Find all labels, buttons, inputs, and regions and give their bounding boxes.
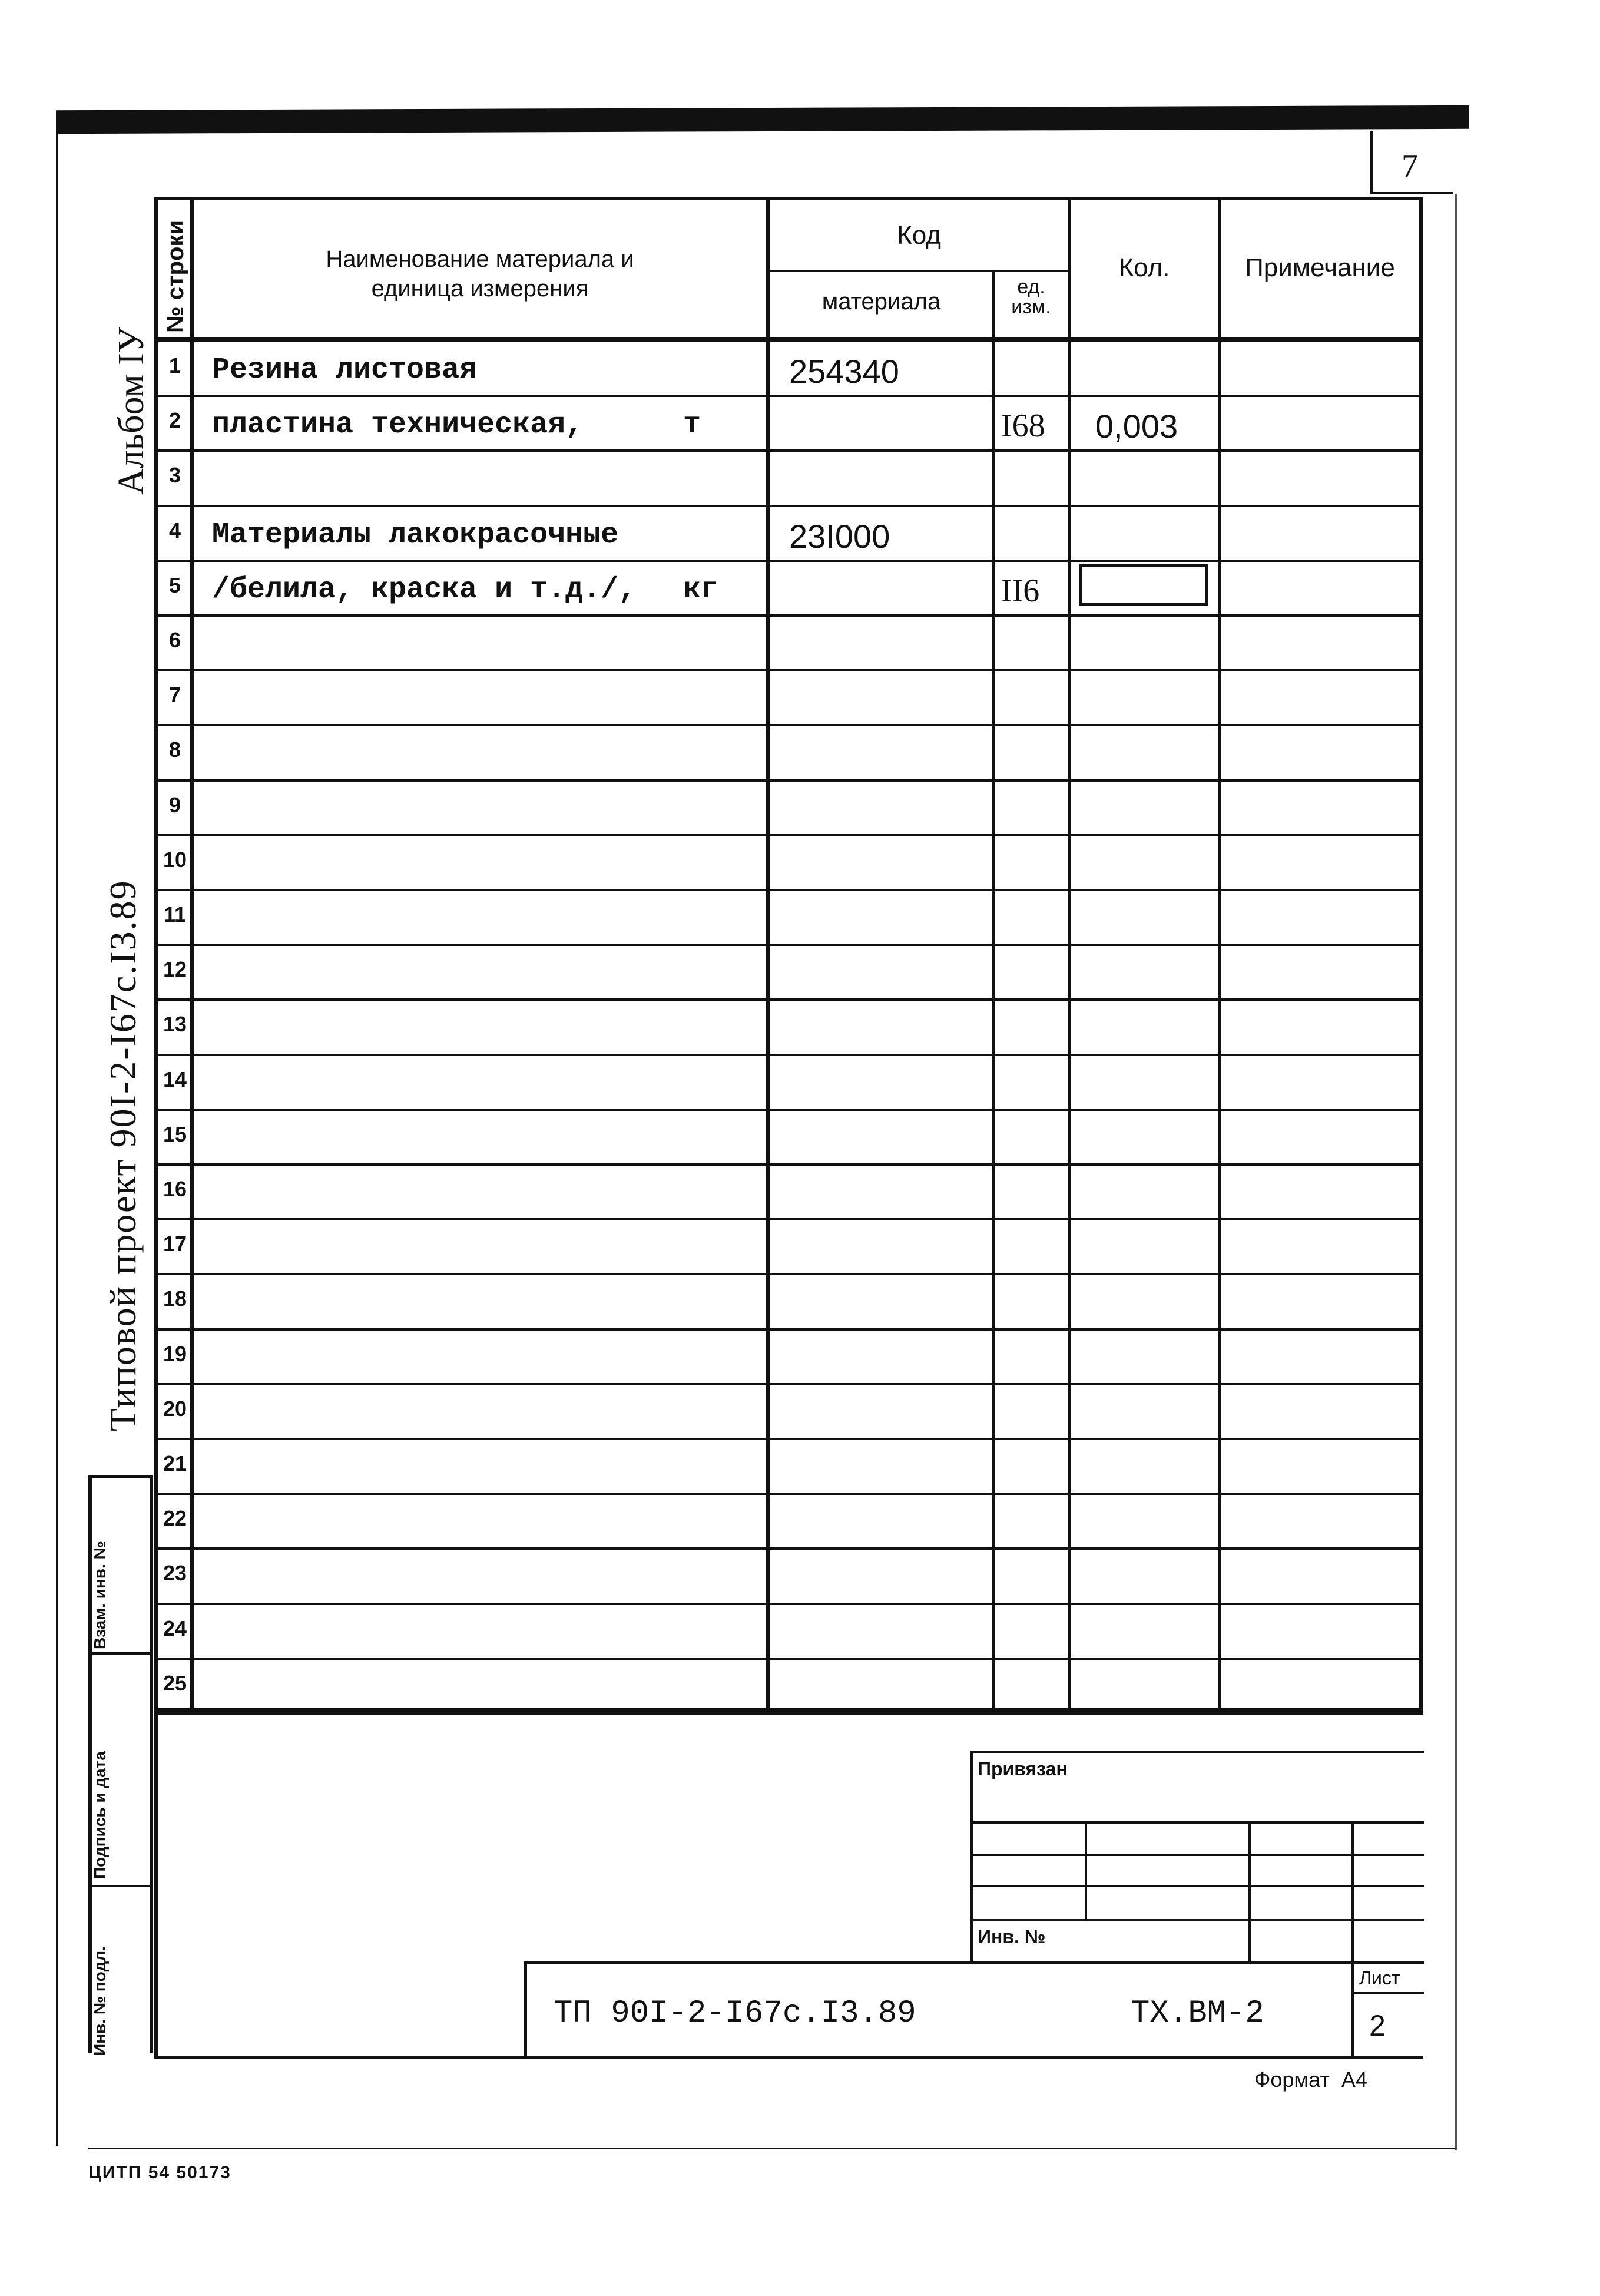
tb-top xyxy=(970,1751,1424,1753)
header-code: Код xyxy=(897,221,941,250)
stamp-top xyxy=(88,1475,152,1478)
doc-code: ТП 90I-2-I67с.I3.89 xyxy=(554,1996,916,2032)
tb-col-2 xyxy=(1248,1821,1251,1963)
stamp-field-replace-inv: Взам. инв. № xyxy=(91,1541,109,1649)
page-number: 7 xyxy=(1402,148,1418,184)
qty-empty-box xyxy=(1079,564,1208,606)
row-name: /белила, краска и т.д./, xyxy=(212,573,637,607)
row-number: 19 xyxy=(163,1341,187,1366)
row-divider xyxy=(154,1109,1423,1111)
code-divider xyxy=(992,271,995,1711)
footer-stamp: ЦИТП 54 50173 xyxy=(88,2163,231,2182)
row-divider xyxy=(154,834,1423,836)
row-divider xyxy=(154,944,1423,946)
row-number: 11 xyxy=(163,902,187,927)
row-number: 24 xyxy=(163,1616,187,1640)
row-divider xyxy=(154,395,1423,397)
tb-col-3 xyxy=(1351,1821,1354,2057)
row-name: пластина техническая, xyxy=(212,408,584,442)
row-divider xyxy=(154,614,1423,617)
inv-label: Инв. № xyxy=(978,1926,1046,1947)
row-divider xyxy=(154,1712,1423,1715)
row-divider xyxy=(154,1328,1423,1331)
table-bottom xyxy=(154,2056,1423,2059)
row-name: Материалы лакокрасочные xyxy=(212,518,619,552)
page-number-divider xyxy=(1370,131,1373,193)
row-divider xyxy=(154,1383,1423,1385)
row-divider xyxy=(154,1438,1423,1440)
row-divider xyxy=(154,560,1423,562)
row-number: 12 xyxy=(163,957,187,982)
row-divider xyxy=(154,449,1423,452)
table-right-border xyxy=(1419,197,1423,1711)
row-number: 14 xyxy=(163,1067,187,1091)
row-number: 20 xyxy=(163,1396,187,1421)
row-divider xyxy=(154,1218,1423,1220)
row-number: 17 xyxy=(163,1232,187,1256)
row-code: 254340 xyxy=(789,353,899,390)
row-divider xyxy=(154,505,1423,507)
row-number: 7 xyxy=(168,683,181,707)
tb-line-1 xyxy=(970,1821,1424,1824)
row-number: 8 xyxy=(168,737,181,762)
qty-divider xyxy=(1218,197,1221,1711)
row-divider xyxy=(154,1054,1423,1056)
outer-bottom-border xyxy=(88,2148,1455,2149)
format-label: Формат А4 xyxy=(1254,2067,1367,2092)
row-unit-code: II6 xyxy=(1001,572,1040,609)
row-divider xyxy=(154,1163,1423,1166)
row-number: 2 xyxy=(168,408,181,433)
tb-main-top xyxy=(524,1961,1424,1964)
name-divider xyxy=(766,197,770,1711)
doc-mark: ТХ.ВМ-2 xyxy=(1131,1996,1264,2032)
row-divider xyxy=(154,1547,1423,1550)
header-qty: Кол. xyxy=(1118,253,1170,282)
code-header-split xyxy=(766,270,1069,272)
stamp-div-1 xyxy=(88,1652,152,1655)
top-bar xyxy=(56,105,1469,134)
row-number: 1 xyxy=(168,353,181,378)
row-divider xyxy=(154,779,1423,782)
header-code-material: материала xyxy=(821,289,941,315)
row-divider xyxy=(154,1493,1423,1495)
row-divider xyxy=(154,1658,1423,1660)
sheet-label: Лист xyxy=(1359,1967,1400,1989)
tb-col-1 xyxy=(1085,1821,1087,1921)
row-divider xyxy=(154,1603,1423,1605)
row-number: 3 xyxy=(168,463,181,488)
row-unit-code: I68 xyxy=(1001,408,1045,445)
row-unit-label: кг xyxy=(683,573,719,607)
outer-right-border xyxy=(1455,194,1457,2150)
unit-divider xyxy=(1068,197,1071,1711)
stamp-right-border xyxy=(150,1475,153,2053)
outer-left-border xyxy=(56,131,58,2146)
header-note: Примечание xyxy=(1245,253,1395,282)
header-name: Наименование материала и единица измерения xyxy=(326,246,634,302)
tb-line-3 xyxy=(970,1885,1424,1887)
sheet-number: 2 xyxy=(1369,2009,1386,2042)
row-divider xyxy=(154,669,1423,671)
row-number: 5 xyxy=(168,573,181,597)
tb-main-left xyxy=(524,1961,527,2059)
materials-table xyxy=(154,197,1423,2059)
row-divider xyxy=(154,1273,1423,1275)
tb-line-4 xyxy=(970,1919,1424,1921)
stamp-div-2 xyxy=(88,1885,152,1887)
row-number: 9 xyxy=(168,792,181,817)
table-top xyxy=(154,197,1423,200)
row-number: 25 xyxy=(163,1670,187,1695)
project-code-label: Типовой проект 90I-2-I67с.I3.89 xyxy=(102,879,144,1431)
stamp-field-signature-date: Подпись и дата xyxy=(91,1751,109,1879)
stamp-field-inv-original: Инв. № подл. xyxy=(91,1946,109,2056)
row-divider xyxy=(154,724,1423,726)
sheet-line xyxy=(1351,1992,1424,1994)
row-number: 15 xyxy=(163,1121,187,1146)
tb-line-2 xyxy=(970,1854,1424,1856)
album-label: Альбом IУ xyxy=(111,327,151,495)
header-bottom xyxy=(154,337,1423,342)
page-number-underline xyxy=(1370,192,1453,194)
row-number: 13 xyxy=(163,1012,187,1037)
tb-left-upper xyxy=(970,1751,973,1963)
row-number: 22 xyxy=(163,1506,187,1531)
row-number: 21 xyxy=(163,1451,187,1475)
header-code-unit: ед. изм. xyxy=(1011,276,1051,318)
row-number: 4 xyxy=(168,518,181,542)
row-name: Резина листовая xyxy=(212,353,478,387)
row-number: 18 xyxy=(163,1286,187,1311)
row-code: 23I000 xyxy=(789,517,890,555)
row-number: 16 xyxy=(163,1177,187,1201)
row-qty: 0,003 xyxy=(1095,408,1178,445)
row-unit-label: т xyxy=(683,408,701,442)
row-divider xyxy=(154,998,1423,1001)
row-number: 23 xyxy=(163,1561,187,1586)
row-number: 6 xyxy=(168,628,181,652)
header-row-number: № строки xyxy=(163,220,188,333)
bound-label: Привязан xyxy=(978,1758,1068,1779)
row-divider xyxy=(154,889,1423,891)
row-number: 10 xyxy=(163,847,187,872)
